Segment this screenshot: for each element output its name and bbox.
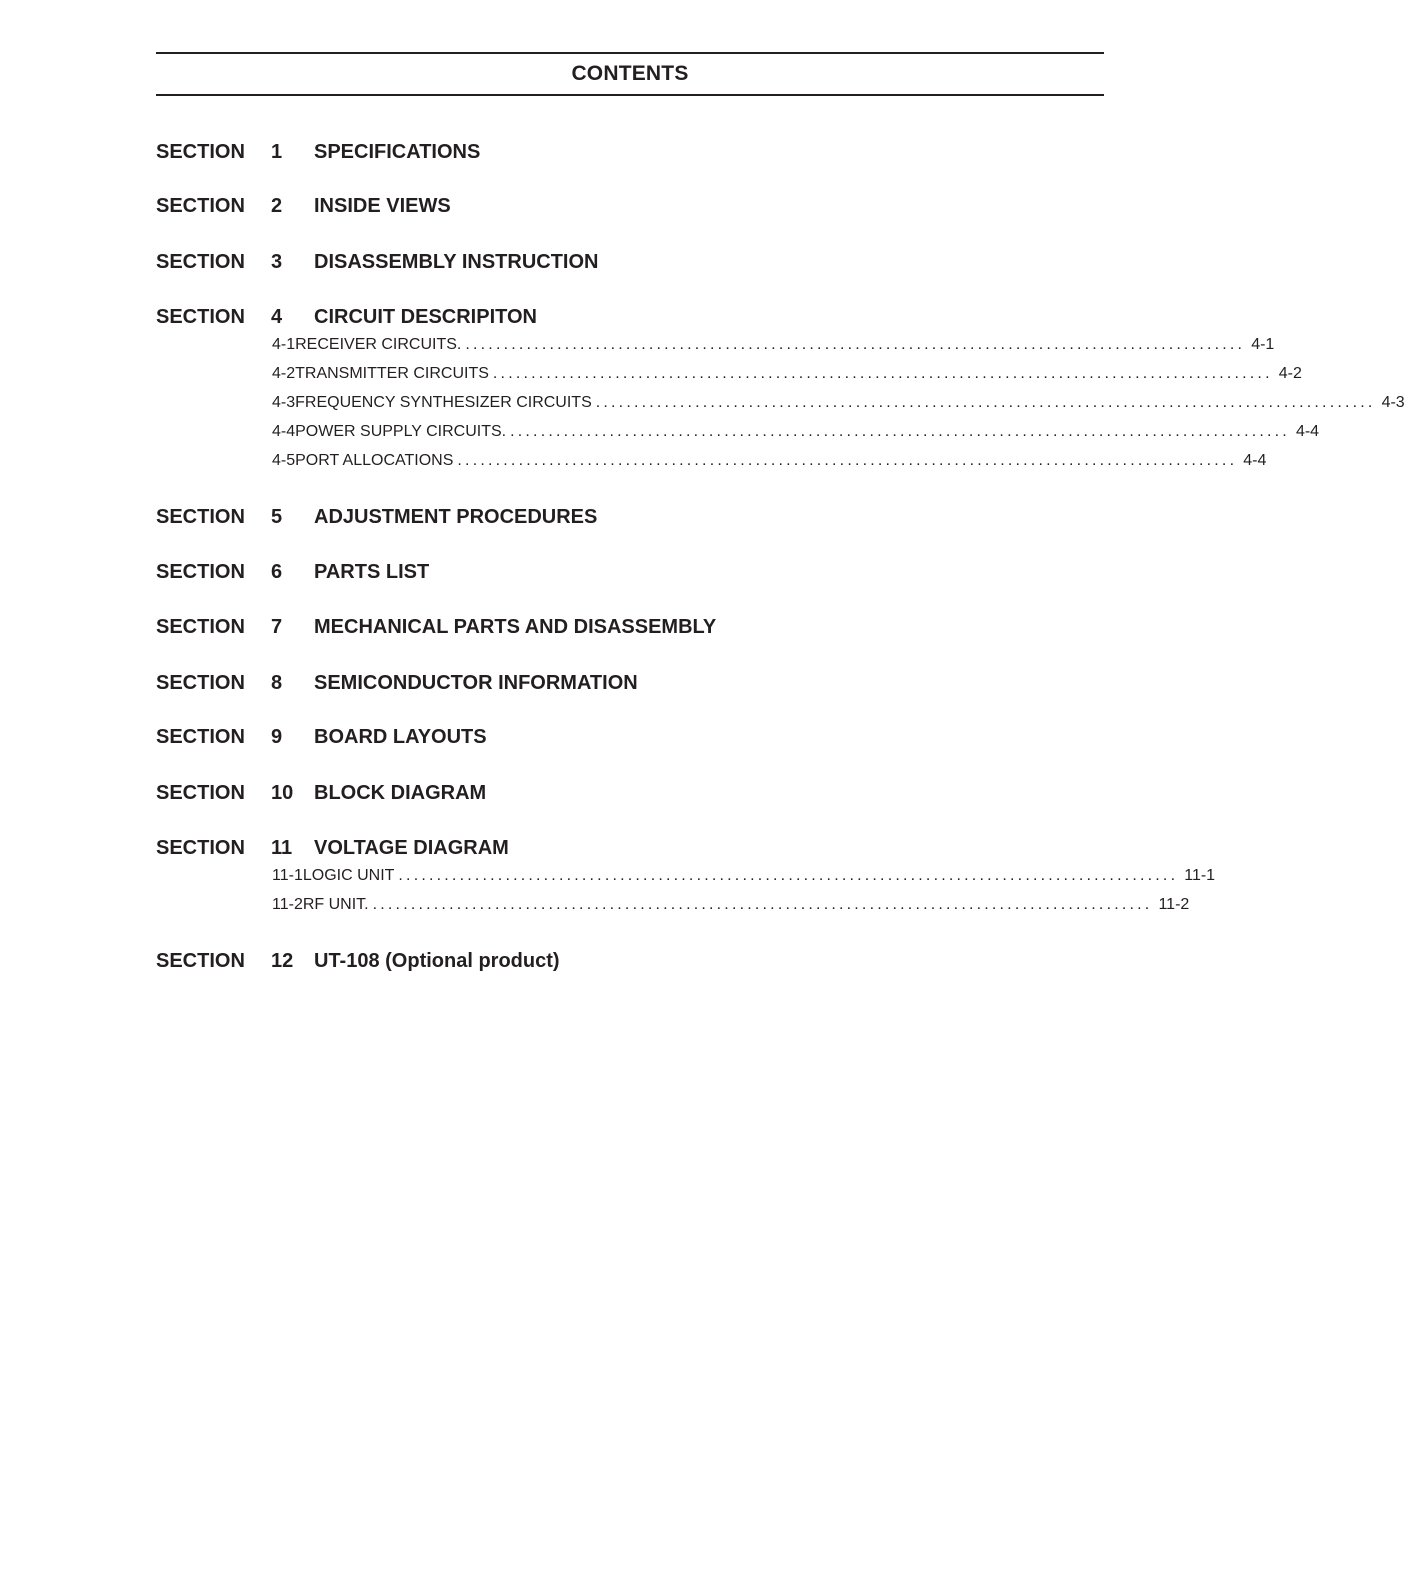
subsection-number: 4-2 [272,365,296,382]
section-number: 9 [271,726,283,748]
section-number: 6 [271,561,283,583]
section-title: VOLTAGE DIAGRAM [314,837,509,859]
contents-header [156,52,1104,96]
subsection-number: 4-3 [272,394,296,411]
section-label: SECTION [156,506,245,528]
section-row[interactable] [156,561,429,584]
section-number: 3 [271,251,283,273]
subsection-number: 4-4 [272,423,296,440]
section-label: SECTION [156,672,245,694]
dot-leader: ...................................................................................................... [372,896,1153,913]
section-row[interactable] [156,950,560,973]
subsection-page: 11-2 [1158,896,1190,913]
subsection-page: 4-3 [1381,394,1405,411]
section-label: SECTION [156,950,245,972]
section-label: SECTION [156,561,245,583]
section-title: PARTS LIST [314,561,430,583]
section-number: 10 [271,782,294,804]
subsection-number: 4-1 [272,336,296,353]
subsection-row[interactable] [272,867,1216,885]
section-row[interactable] [156,141,480,164]
section-row[interactable] [156,782,486,805]
table-of-contents [156,96,1405,1036]
section-label: SECTION [156,251,245,273]
section-label: SECTION [156,782,245,804]
subsection-title: RF UNIT. [303,896,373,914]
section-title: UT-108 (Optional product) [314,950,560,972]
contents-page [156,52,1405,1036]
section-number: 8 [271,672,283,694]
dot-leader: ...................................................................................................... [595,394,1376,411]
section-title: ADJUSTMENT PROCEDURES [314,506,598,528]
section-label: SECTION [156,726,245,748]
subsection-row[interactable] [272,896,1190,914]
subsection-page: 11-1 [1184,867,1216,884]
section-number: 7 [271,616,283,638]
subsection-title: FREQUENCY SYNTHESIZER CIRCUITS [295,394,596,412]
section-title: BLOCK DIAGRAM [314,782,487,804]
section-number: 2 [271,195,283,217]
section-row[interactable] [156,726,487,749]
section-title: SEMICONDUCTOR INFORMATION [314,672,638,694]
section-number: 5 [271,506,283,528]
section-label: SECTION [156,141,245,163]
subsection-row[interactable] [272,394,1405,412]
page-title: CONTENTS [571,62,689,85]
section-title: INSIDE VIEWS [314,195,451,217]
section-row[interactable] [156,672,638,695]
dot-leader: ...................................................................................................... [457,452,1238,469]
section-title: SPECIFICATIONS [314,141,481,163]
subsection-page: 4-1 [1251,336,1275,353]
subsection-page: 4-2 [1278,365,1302,382]
subsection-title: LOGIC UNIT [303,867,399,885]
section-row[interactable] [156,306,537,329]
dot-leader: ...................................................................................................... [510,423,1290,440]
section-number: 12 [271,950,294,972]
dot-leader: ...................................................................................................... [398,867,1179,884]
section-title: DISASSEMBLY INSTRUCTION [314,251,599,273]
subsection-number: 11-1 [272,867,303,884]
dot-leader: ...................................................................................................... [465,336,1246,353]
section-number: 4 [271,306,283,328]
section-label: SECTION [156,195,245,217]
subsection-row[interactable] [272,336,1275,354]
subsection-page: 4-4 [1295,423,1320,440]
section-number: 1 [271,141,283,163]
dot-leader: ...................................................................................................... [492,365,1273,382]
section-row[interactable] [156,195,451,218]
section-row[interactable] [156,251,598,274]
section-title: BOARD LAYOUTS [314,726,487,748]
section-row[interactable] [156,506,597,529]
subsection-number: 4-5 [272,452,296,469]
subsection-row[interactable] [272,423,1320,441]
section-title: CIRCUIT DESCRIPITON [314,306,537,328]
section-label: SECTION [156,837,245,859]
subsection-title: PORT ALLOCATIONS [295,452,457,470]
subsection-title: POWER SUPPLY CIRCUITS. [295,423,510,441]
section-label: SECTION [156,616,245,638]
subsection-number: 11-2 [272,896,303,913]
subsection-page: 4-4 [1243,452,1267,469]
subsection-row[interactable] [272,452,1267,470]
section-label: SECTION [156,306,245,328]
section-row[interactable] [156,616,716,639]
subsection-title: RECEIVER CIRCUITS. [295,336,465,354]
subsection-row[interactable] [272,365,1302,383]
section-row[interactable] [156,837,509,860]
subsection-title: TRANSMITTER CIRCUITS [295,365,493,383]
section-number: 11 [271,837,293,859]
section-title: MECHANICAL PARTS AND DISASSEMBLY [314,616,717,638]
